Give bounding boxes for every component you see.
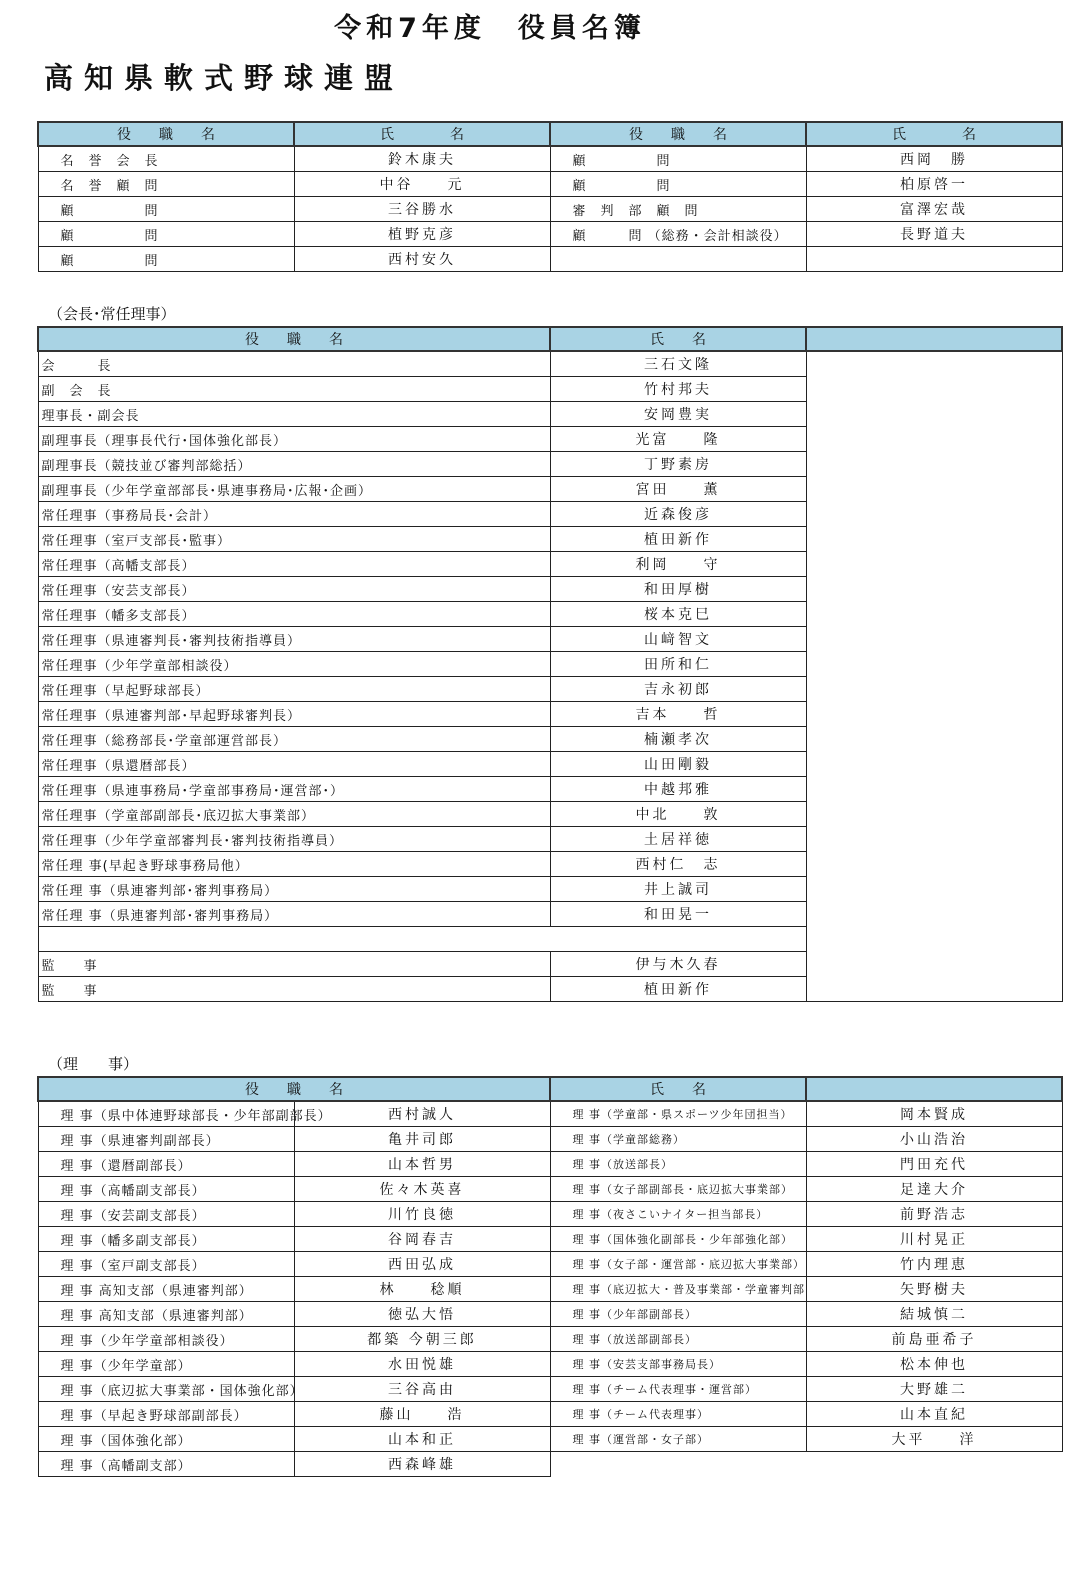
role-cell: 常任理事（総務部長･学童部運営部長）	[38, 727, 550, 752]
name-cell: 中越邦雅	[550, 777, 806, 802]
column-header-blank	[806, 327, 1062, 351]
name-cell: 安岡豊実	[550, 402, 806, 427]
name-cell: 中北 敦	[550, 802, 806, 827]
table-row	[38, 351, 1062, 377]
role-cell: 理 事（少年部副部長）	[550, 1302, 806, 1327]
empty-cell	[806, 877, 1062, 902]
table-row	[38, 1302, 1062, 1327]
table-row	[38, 502, 1062, 527]
role-cell: 理 事（安芸支部事務局長）	[550, 1352, 806, 1377]
role-cell: 理 事（底辺拡大・普及事業部・学童審判部	[550, 1277, 806, 1302]
advisors-table	[37, 121, 1063, 272]
empty-cell	[806, 452, 1062, 477]
directors-table	[37, 1076, 1063, 1477]
name-cell: 宮田 薫	[550, 477, 806, 502]
name-cell: 桜本克巳	[550, 602, 806, 627]
empty-cell	[806, 927, 1062, 952]
role-cell: 理 事（室戸副支部長）	[38, 1252, 294, 1277]
table-row	[38, 727, 1062, 752]
role-cell: 理 事（少年学童部相談役）	[38, 1327, 294, 1352]
role-cell: 常任理事（少年学童部審判長･審判技術指導員）	[38, 827, 550, 852]
name-cell: 柏原啓一	[806, 172, 1062, 197]
name-cell: 西森峰雄	[294, 1452, 550, 1477]
name-cell: 中谷 元	[294, 172, 550, 197]
role-cell: 理 事（還暦副部長）	[38, 1152, 294, 1177]
column-header-name: 氏 名	[550, 1077, 806, 1101]
name-cell: 門田充代	[806, 1152, 1062, 1177]
table-row	[38, 477, 1062, 502]
role-cell: 顧 問 （総務・会計相談役）	[550, 222, 806, 247]
name-cell: 川村晃正	[806, 1227, 1062, 1252]
empty-cell	[806, 351, 1062, 377]
name-cell: 土居祥徳	[550, 827, 806, 852]
table-row	[38, 577, 1062, 602]
role-cell: 理 事（県連審判副部長）	[38, 1127, 294, 1152]
table-row	[38, 752, 1062, 777]
column-header-role: 役 職 名	[38, 122, 294, 146]
empty-cell	[806, 777, 1062, 802]
role-cell: 常任理事（県連審判長･審判技術指導員）	[38, 627, 550, 652]
role-cell: 副 会 長	[38, 377, 550, 402]
table-row	[38, 952, 1062, 977]
name-cell: 三谷高由	[294, 1377, 550, 1402]
empty-cell	[806, 652, 1062, 677]
empty-cell	[806, 527, 1062, 552]
role-cell: 理 事（安芸副支部長）	[38, 1202, 294, 1227]
column-header-role: 役 職 名	[550, 122, 806, 146]
name-cell: 伊与木久春	[550, 952, 806, 977]
empty-cell	[806, 977, 1062, 1002]
document-title: 令和7年度 役員名簿	[334, 13, 646, 44]
name-cell: 岡本賢成	[806, 1101, 1062, 1127]
name-cell: 近森俊彦	[550, 502, 806, 527]
table-row	[38, 827, 1062, 852]
table-row	[38, 852, 1062, 877]
empty-cell	[806, 827, 1062, 852]
empty-cell	[806, 377, 1062, 402]
table-row	[38, 402, 1062, 427]
table-row	[38, 977, 1062, 1002]
empty-cell	[806, 752, 1062, 777]
role-cell: 副理事長（理事長代行･国体強化部長）	[38, 427, 550, 452]
table-row	[38, 652, 1062, 677]
table-row	[38, 1352, 1062, 1377]
name-cell: 川竹良徳	[294, 1202, 550, 1227]
name-cell: 西村仁 志	[550, 852, 806, 877]
section-label-directors: （理 事）	[48, 1055, 139, 1073]
name-cell: 谷岡春吉	[294, 1227, 550, 1252]
role-cell: 名 誉 顧 問	[38, 172, 294, 197]
table-row	[38, 1252, 1062, 1277]
table-row	[38, 602, 1062, 627]
name-cell: 矢野樹夫	[806, 1277, 1062, 1302]
name-cell: 前野浩志	[806, 1202, 1062, 1227]
role-cell: 顧 問	[38, 247, 294, 272]
column-header-role: 役 職 名	[38, 327, 550, 351]
role-cell: 名 誉 会 長	[38, 146, 294, 172]
executives-table	[37, 326, 1063, 1002]
role-cell: 理 事（県中体連野球部長・少年部副部長）	[38, 1101, 294, 1127]
table-row	[38, 247, 1062, 272]
name-cell	[806, 247, 1062, 272]
table-row	[38, 1452, 1062, 1477]
name-cell: 西村安久	[294, 247, 550, 272]
column-header-role: 役 職 名	[38, 1077, 550, 1101]
role-cell: 顧 問	[38, 222, 294, 247]
role-cell: 理 事（底辺拡大事業部・国体強化部）	[38, 1377, 294, 1402]
role-cell: 理 事（国体強化部）	[38, 1427, 294, 1452]
table-row	[38, 1202, 1062, 1227]
name-cell: 山本哲男	[294, 1152, 550, 1177]
executives-table-header	[38, 327, 1062, 351]
empty-cell	[806, 627, 1062, 652]
name-cell: 竹内理恵	[806, 1252, 1062, 1277]
role-cell: 理 事（運営部・女子部）	[550, 1427, 806, 1452]
role-cell: 常任理事（安芸支部長）	[38, 577, 550, 602]
role-cell: 常任理事（県還暦部長）	[38, 752, 550, 777]
role-cell: 顧 問	[38, 197, 294, 222]
table-row	[38, 1402, 1062, 1427]
role-cell: 常任理事（幡多支部長）	[38, 602, 550, 627]
name-cell: 長野道夫	[806, 222, 1062, 247]
role-cell: 理 事（放送部副部長）	[550, 1327, 806, 1352]
role-cell: 理 事（高幡副支部長）	[38, 1177, 294, 1202]
name-cell: 鈴木康夫	[294, 146, 550, 172]
empty-cell	[806, 902, 1062, 927]
empty-cell	[550, 1452, 1062, 1477]
empty-cell	[806, 427, 1062, 452]
name-cell: 西田弘成	[294, 1252, 550, 1277]
empty-cell	[806, 577, 1062, 602]
table-row	[38, 527, 1062, 552]
table-row	[38, 197, 1062, 222]
name-cell: 富澤宏哉	[806, 197, 1062, 222]
role-cell: 常任理事（県連事務局･学童部事務局･運営部･）	[38, 777, 550, 802]
name-cell: 結城慎二	[806, 1302, 1062, 1327]
name-cell: 楠瀬孝次	[550, 727, 806, 752]
role-cell: 常任理 事(早起き野球事務局他）	[38, 852, 550, 877]
role-cell: 常任理 事（県連審判部･審判事務局）	[38, 877, 550, 902]
name-cell: 山本和正	[294, 1427, 550, 1452]
name-cell: 徳弘大悟	[294, 1302, 550, 1327]
table-row	[38, 552, 1062, 577]
name-cell: 植田新作	[550, 977, 806, 1002]
role-cell: 審 判 部 顧 問	[550, 197, 806, 222]
table-row	[38, 802, 1062, 827]
empty-cell	[806, 852, 1062, 877]
name-cell: 植田新作	[550, 527, 806, 552]
name-cell: 三石文隆	[550, 351, 806, 377]
role-cell: 副理事長（少年学童部部長･県連事務局･広報･企画）	[38, 477, 550, 502]
role-cell: 理 事（学童部・県スポーツ少年団担当）	[550, 1101, 806, 1127]
table-row	[38, 222, 1062, 247]
name-cell: 前島亜希子	[806, 1327, 1062, 1352]
role-cell: 常任理事（学童部副部長･底辺拡大事業部）	[38, 802, 550, 827]
table-row	[38, 1227, 1062, 1252]
table-row	[38, 627, 1062, 652]
role-cell: 理 事（チーム代表理事）	[550, 1402, 806, 1427]
empty-cell	[806, 952, 1062, 977]
table-row	[38, 927, 1062, 952]
name-cell: 都築 今朝三郎	[294, 1327, 550, 1352]
role-cell: 顧 問	[550, 146, 806, 172]
advisors-table-header	[38, 122, 1062, 146]
column-header-name: 氏 名	[294, 122, 550, 146]
name-cell: 和田厚樹	[550, 577, 806, 602]
name-cell: 吉永初郎	[550, 677, 806, 702]
name-cell: 足達大介	[806, 1177, 1062, 1202]
column-header-name: 氏 名	[550, 327, 806, 351]
role-cell: 常任理事（事務局長･会計）	[38, 502, 550, 527]
role-cell: 常任理事（少年学童部相談役）	[38, 652, 550, 677]
name-cell: 山本直紀	[806, 1402, 1062, 1427]
empty-cell	[806, 502, 1062, 527]
role-cell: 理 事 高知支部（県連審判部）	[38, 1302, 294, 1327]
name-cell: 西岡 勝	[806, 146, 1062, 172]
empty-cell	[806, 552, 1062, 577]
blank-row-cell	[38, 927, 806, 952]
name-cell: 大平 洋	[806, 1427, 1062, 1452]
name-cell: 和田晃一	[550, 902, 806, 927]
name-cell: 吉本 哲	[550, 702, 806, 727]
table-row	[38, 427, 1062, 452]
name-cell: 佐々木英喜	[294, 1177, 550, 1202]
name-cell: 竹村邦夫	[550, 377, 806, 402]
role-cell: 常任理事（早起野球部長）	[38, 677, 550, 702]
table-row	[38, 146, 1062, 172]
role-cell: 理 事（女子部・運営部・底辺拡大事業部）	[550, 1252, 806, 1277]
role-cell: 常任理事（室戸支部長･監事）	[38, 527, 550, 552]
role-cell: 理 事（夜さこいナイター担当部長）	[550, 1202, 806, 1227]
name-cell: 小山浩治	[806, 1127, 1062, 1152]
name-cell: 丁野素房	[550, 452, 806, 477]
table-row	[38, 1427, 1062, 1452]
table-row	[38, 702, 1062, 727]
role-cell: 理 事（早起き野球部副部長）	[38, 1402, 294, 1427]
name-cell: 松本伸也	[806, 1352, 1062, 1377]
role-cell: 理事長・副会長	[38, 402, 550, 427]
table-row	[38, 1152, 1062, 1177]
role-cell: 理 事（学童部総務）	[550, 1127, 806, 1152]
role-cell: 常任理 事（県連審判部･審判事務局）	[38, 902, 550, 927]
role-cell	[550, 247, 806, 272]
empty-cell	[806, 802, 1062, 827]
role-cell: 顧 問	[550, 172, 806, 197]
empty-cell	[806, 727, 1062, 752]
role-cell: 理 事（チーム代表理事・運営部）	[550, 1377, 806, 1402]
name-cell: 光富 隆	[550, 427, 806, 452]
role-cell: 理 事（国体強化副部長・少年部強化部）	[550, 1227, 806, 1252]
name-cell: 大野雄二	[806, 1377, 1062, 1402]
role-cell: 理 事（放送部長）	[550, 1152, 806, 1177]
table-row	[38, 877, 1062, 902]
role-cell: 監 事	[38, 952, 550, 977]
table-row	[38, 902, 1062, 927]
role-cell: 常任理事（県連審判部･早起野球審判長）	[38, 702, 550, 727]
name-cell: 林 稔順	[294, 1277, 550, 1302]
role-cell: 副理事長（競技並び審判部総括）	[38, 452, 550, 477]
role-cell: 理 事（幡多副支部長）	[38, 1227, 294, 1252]
table-row	[38, 452, 1062, 477]
column-header-blank	[806, 1077, 1062, 1101]
name-cell: 三谷勝水	[294, 197, 550, 222]
table-row	[38, 777, 1062, 802]
table-row	[38, 1127, 1062, 1152]
empty-cell	[806, 402, 1062, 427]
table-row	[38, 377, 1062, 402]
column-header-name: 氏 名	[806, 122, 1062, 146]
table-row	[38, 1377, 1062, 1402]
table-row	[38, 1327, 1062, 1352]
role-cell: 理 事（少年学童部）	[38, 1352, 294, 1377]
empty-cell	[806, 677, 1062, 702]
name-cell: 水田悦雄	[294, 1352, 550, 1377]
table-row	[38, 1277, 1062, 1302]
role-cell: 理 事（高幡副支部）	[38, 1452, 294, 1477]
role-cell: 会 長	[38, 351, 550, 377]
empty-cell	[806, 702, 1062, 727]
role-cell: 監 事	[38, 977, 550, 1002]
name-cell: 利岡 守	[550, 552, 806, 577]
name-cell: 井上誠司	[550, 877, 806, 902]
name-cell: 亀井司郎	[294, 1127, 550, 1152]
table-row	[38, 1101, 1062, 1127]
empty-cell	[806, 602, 1062, 627]
name-cell: 西村誠人	[294, 1101, 550, 1127]
name-cell: 藤山 浩	[294, 1402, 550, 1427]
name-cell: 山田剛毅	[550, 752, 806, 777]
directors-table-header	[38, 1077, 1062, 1101]
empty-cell	[806, 477, 1062, 502]
name-cell: 田所和仁	[550, 652, 806, 677]
role-cell: 常任理事（高幡支部長）	[38, 552, 550, 577]
organization-name: 高知県軟式野球連盟	[44, 61, 405, 95]
table-row	[38, 677, 1062, 702]
table-row	[38, 172, 1062, 197]
section-label-executives: （会長･常任理事）	[48, 305, 176, 323]
table-row	[38, 1177, 1062, 1202]
name-cell: 山﨑智文	[550, 627, 806, 652]
name-cell: 植野克彦	[294, 222, 550, 247]
role-cell: 理 事 高知支部（県連審判部）	[38, 1277, 294, 1302]
role-cell: 理 事（女子部副部長・底辺拡大事業部）	[550, 1177, 806, 1202]
